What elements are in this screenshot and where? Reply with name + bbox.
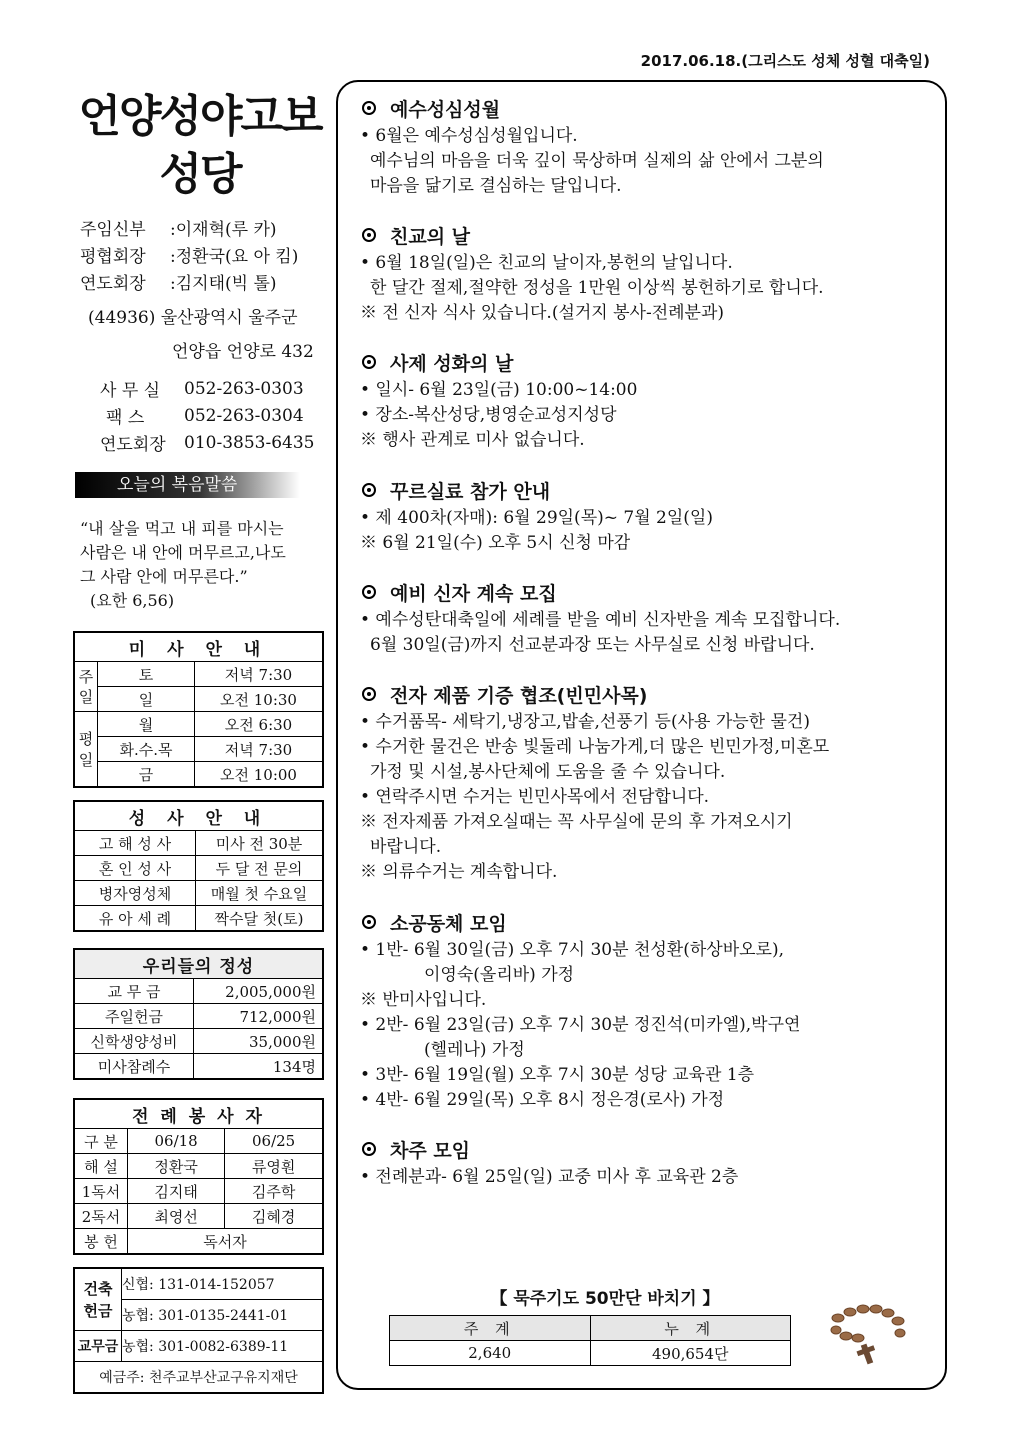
parish-name-line2: 성당 (159, 149, 241, 200)
section-electronics-donation (360, 678, 940, 885)
offering-value: 712,000원 (194, 1004, 324, 1029)
staff-name: :정환국(요 아 킴) (170, 247, 299, 267)
rosary-week-value: 2,640 (390, 1341, 591, 1366)
contact-list (100, 375, 315, 456)
mass-title: 미 사 안 내 (74, 632, 323, 662)
gospel-line: 사람은 내 안에 머무르고,나도 (80, 543, 286, 562)
weekday-label: 평일 (74, 712, 98, 788)
section-title-text: 소공동체 모임 (390, 912, 507, 935)
section-line: • 2반- 6월 23일(금) 오후 7시 30분 정진석(미카엘),박구연 (360, 1015, 801, 1035)
section-line: • 수거한 물건은 반송 빛둘레 나눔가게,더 많은 빈민가정,미혼모 (360, 737, 830, 757)
section-line: • 6월은 예수성심성월입니다. (360, 126, 578, 146)
offering-value: 2,005,000원 (194, 979, 324, 1004)
section-title (360, 678, 940, 710)
section-line: 마음을 닮기로 결심하는 달입니다. (370, 176, 622, 196)
liturgy-role: 2독서 (74, 1204, 128, 1229)
section-title (360, 576, 940, 608)
mass-time: 저녁 7:30 (195, 737, 324, 762)
sacrament-value: 두 달 전 문의 (196, 856, 324, 881)
offering-table (73, 948, 324, 1080)
liturgy-server-b: 김주학 (225, 1179, 323, 1204)
section-priest-sanctification (360, 346, 940, 453)
bullet-icon (362, 585, 376, 599)
gospel-quote (80, 517, 320, 613)
building-label-1: 건축 (83, 1279, 113, 1298)
section-line: 바랍니다. (370, 837, 442, 857)
dues-label: 교무금 (74, 1331, 122, 1362)
contact-row (100, 429, 315, 456)
building-fund-label (74, 1268, 122, 1331)
staff-role: 연도회장 (80, 274, 146, 294)
section-cursillo (360, 474, 940, 556)
sacrament-table (73, 800, 324, 932)
liturgy-server-a: 김지태 (128, 1179, 225, 1204)
liturgy-role: 봉 헌 (74, 1229, 128, 1255)
section-line: • 4반- 6월 29일(목) 오후 8시 정은경(로사) 가정 (360, 1090, 725, 1110)
parish-name-line1: 언양성야고보 (78, 91, 322, 142)
liturgy-header-col0: 구 분 (74, 1129, 128, 1154)
rosary-title: 【 묵주기도 50만단 바치기 】 (490, 1289, 720, 1309)
mass-day: 토 (98, 662, 195, 687)
sacrament-value: 짝수달 첫(토) (196, 906, 324, 932)
staff-role: 평협회장 (80, 247, 146, 267)
building-account-1: 신협: 131-014-152057 (122, 1268, 324, 1300)
offering-title: 우리들의 정성 (74, 949, 323, 979)
section-title-text: 전자 제품 기증 협조(빈민사목) (390, 684, 648, 707)
staff-name: :이재혁(루 카) (170, 220, 277, 240)
building-account-2: 농협: 301-0135-2441-01 (122, 1300, 324, 1331)
contact-label: 연도회장 (100, 435, 166, 455)
contact-row (100, 402, 315, 429)
section-line: 이영숙(올리바) 가정 (424, 965, 575, 985)
section-sacred-heart (360, 92, 940, 199)
gospel-reference: (요한 6,56) (90, 591, 175, 610)
section-line: • 6월 18일(일)은 친교의 날이자,봉헌의 날입니다. (360, 253, 733, 273)
section-line: (헬레나) 가정 (424, 1040, 525, 1060)
section-title-text: 사제 성화의 날 (390, 352, 514, 375)
bullet-icon (362, 1142, 376, 1156)
section-line: 가정 및 시설,봉사단체에 도움을 줄 수 있습니다. (370, 762, 726, 782)
gospel-line: “내 살을 먹고 내 피를 마시는 (80, 519, 284, 538)
mass-time: 오전 10:00 (195, 762, 324, 788)
bullet-icon (362, 228, 376, 242)
section-title (360, 474, 940, 506)
rosary-col-total: 누 계 (590, 1316, 791, 1341)
liturgy-role: 해 설 (74, 1154, 128, 1179)
section-title-text: 예비 신자 계속 모집 (390, 582, 557, 605)
mass-time: 오전 6:30 (195, 712, 324, 737)
mass-day: 월 (98, 712, 195, 737)
liturgy-title: 전 례 봉 사 자 (74, 1099, 323, 1129)
mass-schedule-table (73, 631, 324, 788)
contact-row (100, 375, 315, 402)
sacrament-value: 미사 전 30분 (196, 831, 324, 856)
liturgy-server-a: 정환국 (128, 1154, 225, 1179)
liturgy-offertory: 독서자 (128, 1229, 324, 1255)
section-line: • 제 400차(자매): 6월 29일(목)~ 7월 2일(일) (360, 508, 713, 528)
section-title-text: 꾸르실료 참가 안내 (390, 480, 551, 503)
section-line: ※ 의류수거는 계속합니다. (360, 862, 558, 882)
contact-value: 010-3853-6435 (184, 432, 315, 453)
liturgy-header-col1: 06/18 (128, 1129, 225, 1154)
offering-name: 교 무 금 (74, 979, 194, 1004)
section-line: 한 달간 절제,절약한 정성을 1만원 이상씩 봉헌하기로 합니다. (370, 278, 824, 298)
rosary-table (389, 1315, 791, 1366)
section-title (360, 346, 940, 378)
section-line: ※ 전자제품 가져오실때는 꼭 사무실에 문의 후 가져오시기 (360, 812, 793, 832)
account-holder: 예금주: 천주교부산교구유지재단 (74, 1362, 323, 1394)
sacrament-name: 혼 인 성 사 (74, 856, 196, 881)
account-table (73, 1267, 324, 1394)
section-line: 예수님의 마음을 더욱 깊이 묵상하며 실제의 삶 안에서 그분의 (370, 151, 824, 171)
section-line: ※ 전 신자 식사 있습니다.(설거지 봉사-전례분과) (360, 303, 725, 323)
section-line: • 연락주시면 수거는 빈민사목에서 전담합니다. (360, 787, 710, 807)
section-catechumen (360, 576, 940, 658)
mass-time: 오전 10:30 (195, 687, 324, 712)
section-line: • 1반- 6월 30일(금) 오후 7시 30분 천성환(하상바오로), (360, 940, 784, 960)
liturgy-server-b: 류영훤 (225, 1154, 323, 1179)
section-line: • 일시- 6월 23일(금) 10:00~14:00 (360, 380, 638, 400)
offering-value: 35,000원 (194, 1029, 324, 1054)
section-line: ※ 6월 21일(수) 오후 5시 신청 마감 (360, 533, 631, 553)
section-line: • 전례분과- 6월 25일(일) 교중 미사 후 교육관 2층 (360, 1167, 739, 1187)
gospel-line: 그 사람 안에 머무른다.” (80, 567, 248, 586)
bullet-icon (362, 687, 376, 701)
address-line1: (44936) 울산광역시 울주군 (88, 308, 298, 328)
rosary-beads-image (828, 1300, 908, 1368)
liturgy-server-table (73, 1098, 324, 1255)
address (88, 306, 318, 374)
offering-name: 미사참례수 (74, 1054, 194, 1080)
section-title (360, 92, 940, 124)
contact-label: 사 무 실 (100, 381, 161, 401)
staff-name: :김지태(빅 톨) (170, 274, 277, 294)
offering-name: 신학생양성비 (74, 1029, 194, 1054)
sacrament-value: 매월 첫 수요일 (196, 881, 324, 906)
rosary-total-value: 490,654단 (590, 1341, 791, 1366)
sacrament-name: 고 해 성 사 (74, 831, 196, 856)
section-line: ※ 행사 관계로 미사 없습니다. (360, 430, 585, 450)
offering-name: 주일헌금 (74, 1004, 194, 1029)
mass-day: 화.수.목 (98, 737, 195, 762)
sunday-label: 주일 (74, 662, 98, 712)
staff-row (80, 268, 320, 295)
section-small-communities (360, 906, 940, 1113)
section-title-text: 예수성심성월 (390, 98, 501, 121)
liturgy-server-b: 김혜경 (225, 1204, 323, 1229)
section-line: • 수거품목- 세탁기,냉장고,밥솥,선풍기 등(사용 가능한 물건) (360, 712, 810, 732)
contact-label: 팩 스 (106, 408, 145, 428)
section-line: • 장소-복산성당,병영순교성지성당 (360, 405, 617, 425)
section-line: • 예수성탄대축일에 세례를 받을 예비 신자반을 계속 모집합니다. (360, 610, 841, 630)
section-title-text: 친교의 날 (390, 225, 471, 248)
section-line: 6월 30일(금)까지 선교분과장 또는 사무실로 신청 바랍니다. (370, 635, 815, 655)
section-title (360, 906, 940, 938)
offering-value: 134명 (194, 1054, 324, 1080)
contact-value: 052-263-0304 (184, 405, 304, 426)
section-line: • 3반- 6월 19일(월) 오후 7시 30분 성당 교육관 1층 (360, 1065, 755, 1085)
staff-role: 주임신부 (80, 220, 146, 240)
parish-logo (75, 88, 325, 204)
staff-row (80, 241, 320, 268)
liturgy-header-col2: 06/25 (225, 1129, 323, 1154)
section-fellowship-day (360, 219, 940, 326)
bullet-icon (362, 915, 376, 929)
staff-row (80, 214, 320, 241)
mass-time: 저녁 7:30 (195, 662, 324, 687)
bullet-icon (362, 355, 376, 369)
building-label-2: 헌금 (83, 1301, 113, 1320)
rosary-col-week: 주 계 (390, 1316, 591, 1341)
bullet-icon (362, 483, 376, 497)
section-next-week-meetings (360, 1133, 940, 1190)
sacrament-title: 성 사 안 내 (74, 801, 323, 831)
sacrament-name: 유 아 세 례 (74, 906, 196, 932)
section-title (360, 1133, 940, 1165)
section-line: ※ 반미사입니다. (360, 990, 487, 1010)
date-line: 2017.06.18.(그리스도 성체 성혈 대축일) (640, 52, 930, 70)
dues-account: 농협: 301-0082-6389-11 (122, 1331, 324, 1362)
bullet-icon (362, 101, 376, 115)
staff-list (80, 214, 320, 295)
sacrament-name: 병자영성체 (74, 881, 196, 906)
mass-day: 일 (98, 687, 195, 712)
section-title-text: 차주 모임 (390, 1139, 471, 1162)
gospel-header: 오늘의 복음말씀 (75, 472, 300, 498)
liturgy-role: 1독서 (74, 1179, 128, 1204)
contact-value: 052-263-0303 (184, 378, 304, 399)
liturgy-server-a: 최영선 (128, 1204, 225, 1229)
address-line2: 언양읍 언양로 432 (172, 342, 314, 362)
mass-day: 금 (98, 762, 195, 788)
section-title (360, 219, 940, 251)
